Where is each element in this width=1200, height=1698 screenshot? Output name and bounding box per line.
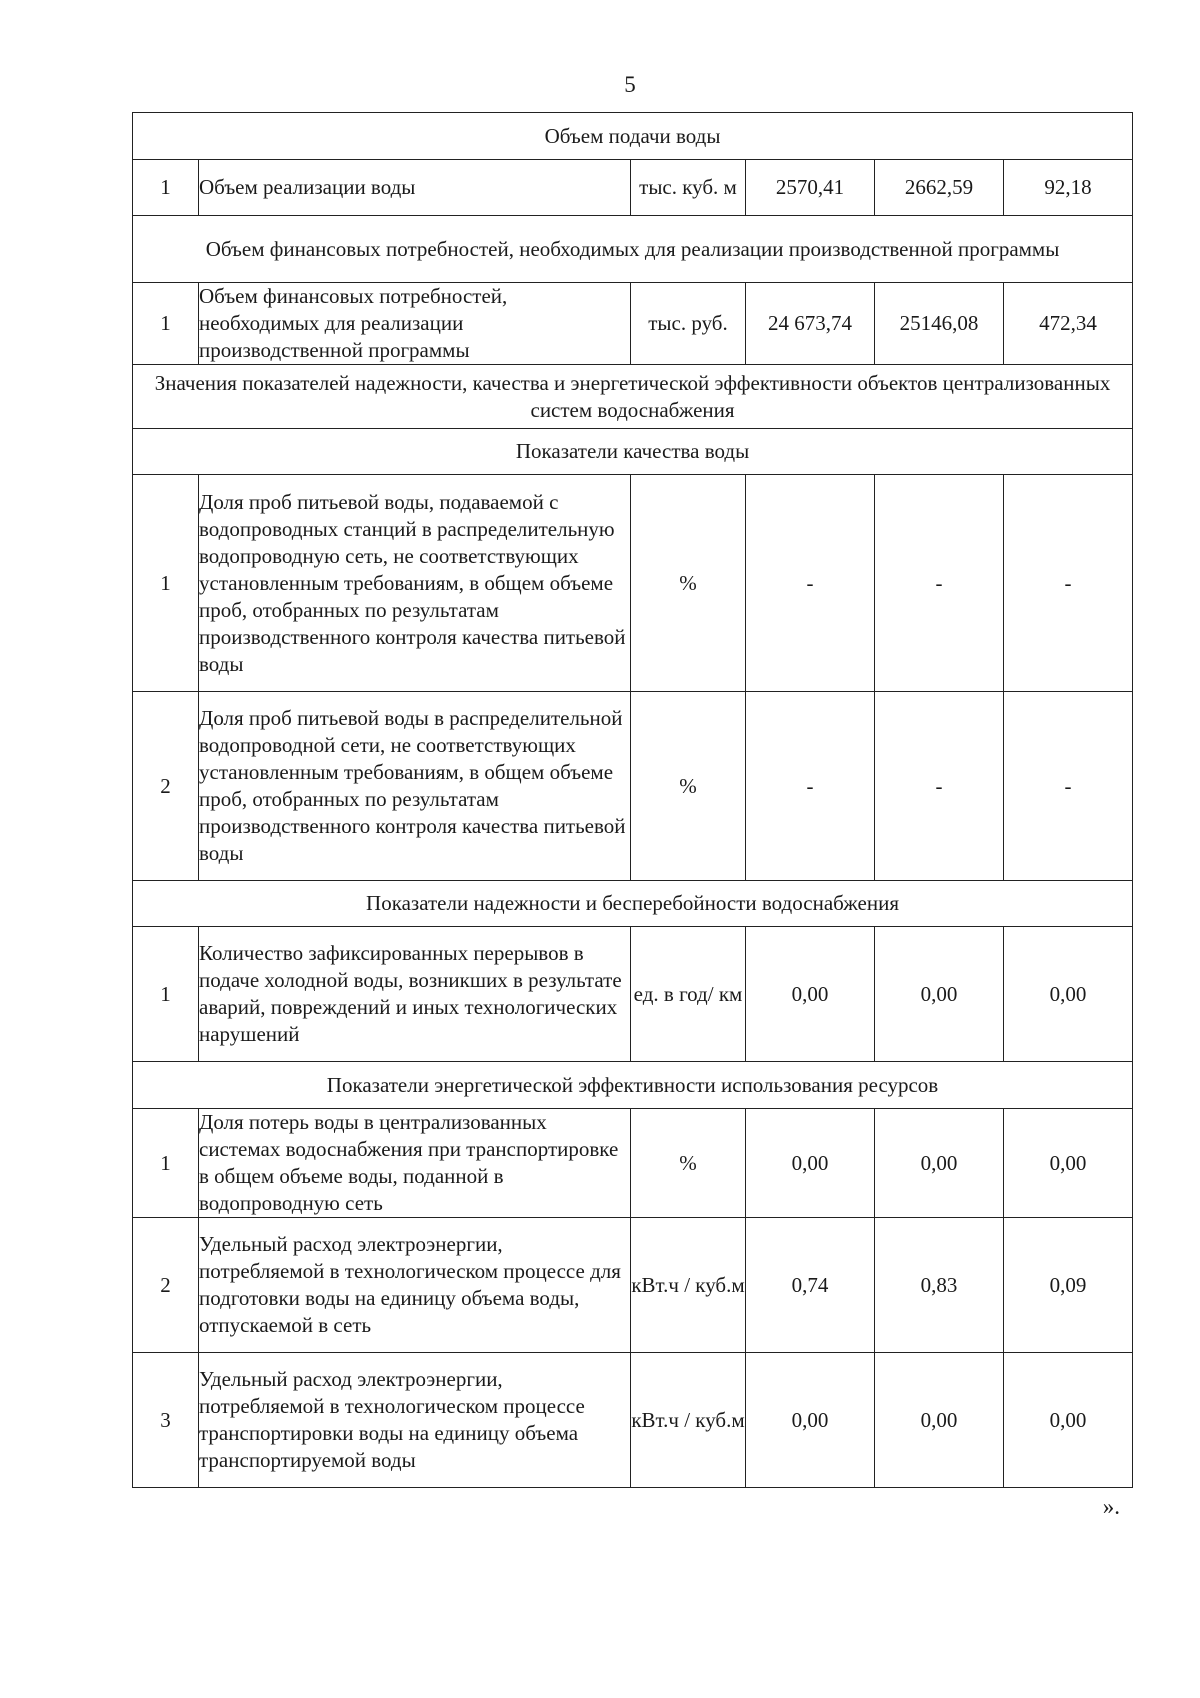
indicator-name: Объем реализации воды <box>199 160 631 216</box>
section-title: Значения показателей надежности, качества и энергетической эффективности объектов централизованных систем водоснабжения <box>133 365 1133 429</box>
table-row <box>133 1218 1133 1353</box>
value-cell-2: 0,00 <box>875 1109 1004 1218</box>
value-cell-2: - <box>875 692 1004 881</box>
value-cell-3: 92,18 <box>1004 160 1133 216</box>
closing-quote-mark: ». <box>1102 1494 1120 1519</box>
indicator-name: Доля проб питьевой воды, подаваемой с водопроводных станций в распределительную водопроводную сеть, не соответствующих установленным требованиям, в общем объеме проб, отобранных по результатам производственного контроля качества питьевой воды <box>199 475 631 692</box>
value-cell-1: 0,00 <box>746 927 875 1062</box>
row-number: 1 <box>133 475 199 692</box>
value-cell-2: 2662,59 <box>875 160 1004 216</box>
value-cell-2: - <box>875 475 1004 692</box>
value-cell-3: - <box>1004 475 1133 692</box>
section-row <box>133 113 1133 160</box>
value-cell-3: - <box>1004 692 1133 881</box>
table-row <box>133 283 1133 365</box>
value-cell-2: 25146,08 <box>875 283 1004 365</box>
indicator-name: Удельный расход электроэнергии, потребляемой в технологическом процессе для подготовки воды на единицу объема воды, отпускаемой в сеть <box>199 1218 631 1353</box>
section-row <box>133 881 1133 927</box>
value-cell-1: 24 673,74 <box>746 283 875 365</box>
value-cell-1: 2570,41 <box>746 160 875 216</box>
value-cell-3: 0,00 <box>1004 927 1133 1062</box>
section-title: Объем подачи воды <box>133 113 1133 160</box>
row-number: 1 <box>133 1109 199 1218</box>
value-cell-1: 0,74 <box>746 1218 875 1353</box>
table-row <box>133 927 1133 1062</box>
table-row <box>133 692 1133 881</box>
table-row <box>133 475 1133 692</box>
value-cell-2: 0,00 <box>875 927 1004 1062</box>
row-number: 1 <box>133 283 199 365</box>
section-row <box>133 216 1133 283</box>
value-cell-3: 0,00 <box>1004 1353 1133 1488</box>
indicator-name: Доля проб питьевой воды в распределительной водопроводной сети, не соответствующих установленным требованиям, в общем объеме проб, отобранных по результатам производственного контроля качества питьевой воды <box>199 692 631 881</box>
section-title: Показатели энергетической эффективности использования ресурсов <box>133 1062 1133 1109</box>
section-row <box>133 365 1133 429</box>
indicators-table <box>132 112 1133 1488</box>
page-number: 5 <box>624 72 636 97</box>
value-cell-2: 0,00 <box>875 1353 1004 1488</box>
value-cell-3: 0,00 <box>1004 1109 1133 1218</box>
section-row <box>133 429 1133 475</box>
section-title: Показатели надежности и бесперебойности водоснабжения <box>133 881 1133 927</box>
indicator-name: Доля потерь воды в централизованных системах водоснабжения при транспортировке в общем объеме воды, поданной в водопроводную сеть <box>199 1109 631 1218</box>
table-row <box>133 1353 1133 1488</box>
unit-cell: ед. в год/ км <box>631 927 746 1062</box>
value-cell-1: 0,00 <box>746 1109 875 1218</box>
table-row <box>133 160 1133 216</box>
row-number: 2 <box>133 1218 199 1353</box>
row-number: 3 <box>133 1353 199 1488</box>
value-cell-2: 0,83 <box>875 1218 1004 1353</box>
unit-cell: % <box>631 692 746 881</box>
indicator-name: Удельный расход электроэнергии, потребляемой в технологическом процессе транспортировки воды на единицу объема транспортируемой воды <box>199 1353 631 1488</box>
value-cell-1: - <box>746 475 875 692</box>
unit-cell: % <box>631 1109 746 1218</box>
unit-cell: кВт.ч / куб.м <box>631 1353 746 1488</box>
indicator-name: Объем финансовых потребностей, необходимых для реализации производственной программы <box>199 283 631 365</box>
value-cell-1: 0,00 <box>746 1353 875 1488</box>
unit-cell: тыс. руб. <box>631 283 746 365</box>
unit-cell: % <box>631 475 746 692</box>
unit-cell: кВт.ч / куб.м <box>631 1218 746 1353</box>
unit-cell: тыс. куб. м <box>631 160 746 216</box>
value-cell-1: - <box>746 692 875 881</box>
value-cell-3: 472,34 <box>1004 283 1133 365</box>
row-number: 1 <box>133 927 199 1062</box>
indicator-name: Количество зафиксированных перерывов в подаче холодной воды, возникших в результате аварий, повреждений и иных технологических нарушений <box>199 927 631 1062</box>
table-row <box>133 1109 1133 1218</box>
section-title: Объем финансовых потребностей, необходимых для реализации производственной программы <box>133 216 1133 283</box>
row-number: 1 <box>133 160 199 216</box>
row-number: 2 <box>133 692 199 881</box>
section-title: Показатели качества воды <box>133 429 1133 475</box>
section-row <box>133 1062 1133 1109</box>
value-cell-3: 0,09 <box>1004 1218 1133 1353</box>
